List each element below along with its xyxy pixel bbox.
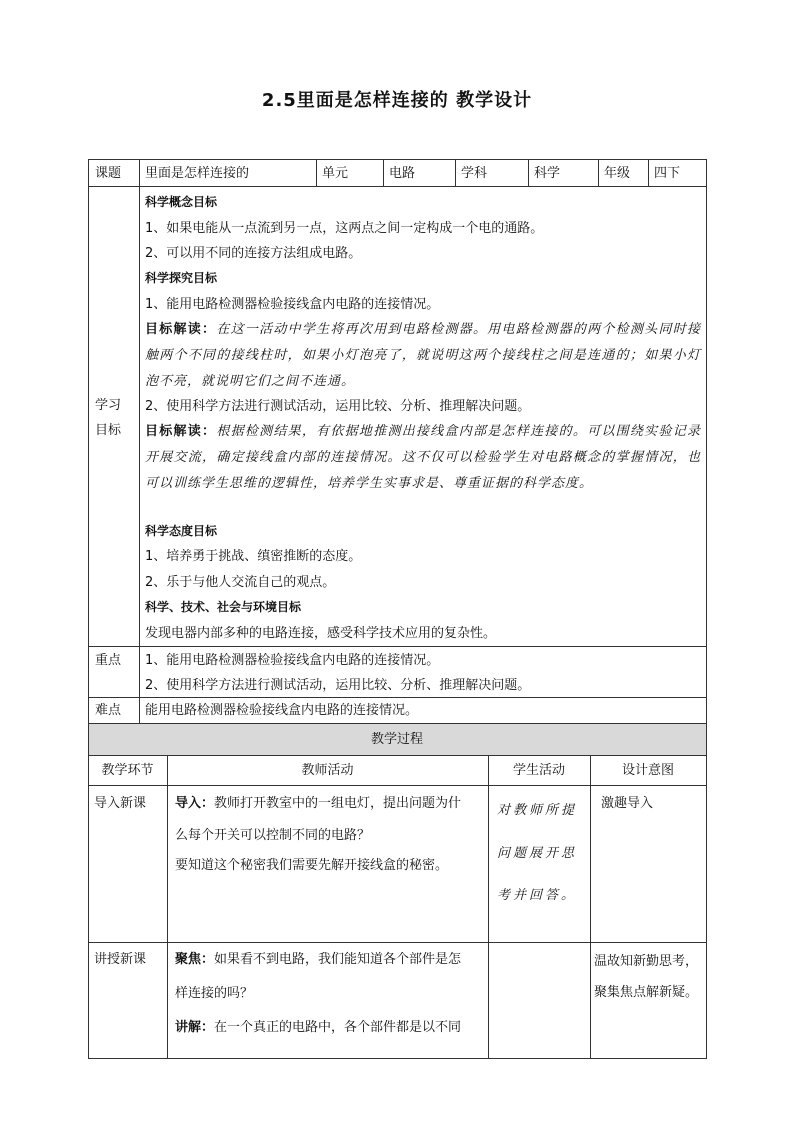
col-student-header: 学生活动 [512,763,565,778]
col-intent-header: 设计意图 [621,763,674,778]
subject-label: 学科 [461,166,488,181]
teacher-activity-line [175,947,461,972]
stage-cell: 讲授新课 [94,952,147,967]
student-activity-line: 对教师所提 [497,803,578,818]
process-header: 教学过程 [370,732,423,747]
interpretation-lead: 目标解读： [145,322,217,337]
student-activity-line: 问题展开思 [497,846,578,861]
grade-value: 四下 [654,166,681,181]
goal-line: 1、能用电路检测器检验接线盒内电路的连接情况。 [145,297,440,312]
unit-value: 电路 [389,166,416,181]
goal-heading-attitude: 科学态度目标 [145,524,218,538]
unit-label: 单元 [322,166,349,181]
subject-value: 科学 [534,166,561,181]
teacher-activity-line: 要知道这个秘密我们需要先解开接线盒的秘密。 [175,858,449,873]
goal-heading-inquiry: 科学探究目标 [145,271,218,285]
teacher-activity-line: 么每个开关可以控制不同的电路？ [175,828,371,843]
teacher-activity-line [175,1015,461,1040]
key-line: 1、能用电路检测器检验接线盒内电路的连接情况。 [145,653,440,668]
student-activity-line: 考并回答。 [497,888,578,903]
activity-text: 如果看不到电路，我们能知道各个部件是怎 [214,952,462,967]
key-label: 重点 [95,653,122,668]
interpretation-lead: 目标解读： [145,424,217,439]
intent-line: 聚集焦点解新疑。 [594,985,699,1000]
goals-label-2: 目标 [95,423,122,438]
page-title: 2.5里面是怎样连接的 教学设计 [261,90,533,111]
goal-line: 2、可以用不同的连接方法组成电路。 [145,246,362,261]
activity-lead: 讲解： [175,1020,215,1035]
goal-line: 2、使用科学方法进行测试活动，运用比较、分析、推理解决问题。 [145,399,531,414]
activity-lead: 聚焦： [175,952,215,967]
activity-lead: 导入： [175,796,215,811]
col-stage-header: 教学环节 [101,763,154,778]
grade-label: 年级 [604,166,631,181]
intent-line: 温故知新勤思考， [594,954,699,969]
goal-interpretation-2 [145,419,701,497]
interpretation-text: 根据检测结果，有依据地推测出接线盒内部是怎样连接的。可以围绕实验记录开展交流，确定接线盒内部的连接情况。这不仅可以检验学生对电路概念的掌握情况，也可以训练学生思维的逻辑性，培养学生实事求是、尊重证据的科学态度。 [145,424,701,491]
col-teacher-header: 教师活动 [301,763,354,778]
key-line: 2、使用科学方法进行测试活动，运用比较、分析、推理解决问题。 [145,678,531,693]
goal-heading-concept: 科学概念目标 [145,195,218,209]
difficulty-label: 难点 [95,703,122,718]
goal-line: 发现电器内部多种的电路连接，感受科学技术应用的复杂性。 [145,626,497,641]
intent-cell: 激趣导入 [601,796,654,811]
difficulty-text: 能用电路检测器检验接线盒内电路的连接情况。 [145,703,419,718]
goals-label-1: 学习 [95,398,122,413]
goal-line: 2、乐于与他人交流自己的观点。 [145,575,336,590]
goal-line: 1、如果电能从一点流到另一点，这两点之间一定构成一个电的通路。 [145,221,544,236]
goal-line: 1、培养勇于挑战、缜密推断的态度。 [145,549,362,564]
activity-text: 教师打开教室中的一组电灯，提出问题为什 [214,796,462,811]
activity-text: 在一个真正的电路中，各个部件都是以不同 [214,1020,462,1035]
teacher-activity-line: 样连接的吗？ [175,986,254,1001]
goal-heading-stse: 科学、技术、社会与环境目标 [145,600,302,614]
topic-label: 课题 [95,166,122,181]
goal-interpretation-1 [145,317,701,395]
topic-value: 里面是怎样连接的 [145,166,250,181]
stage-cell: 导入新课 [94,796,147,811]
interpretation-text: 在这一活动中学生将再次用到电路检测器。用电路检测器的两个检测头同时接触两个不同的接线柱时，如果小灯泡亮了，就说明这两个接线柱之间是连通的；如果小灯泡不亮，就说明它们之间不连通。 [145,322,701,389]
teacher-activity-line [175,791,461,816]
